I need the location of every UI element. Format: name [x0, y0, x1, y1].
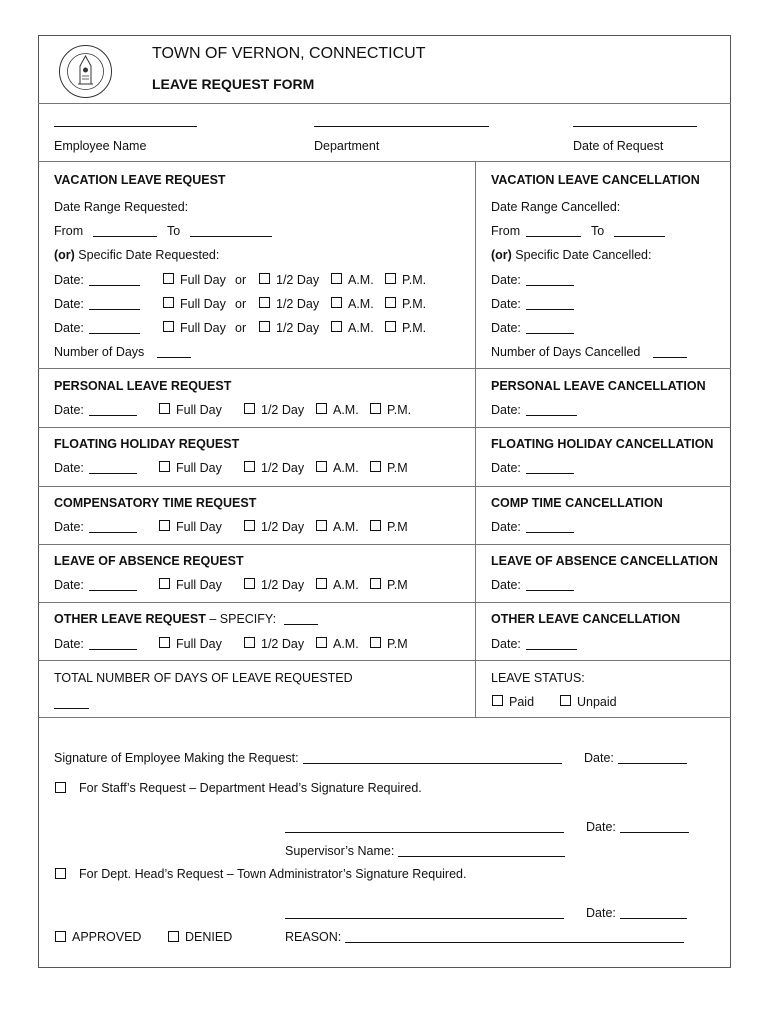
half-day-checkbox[interactable] — [259, 321, 270, 332]
date-line[interactable] — [89, 473, 137, 474]
half-day-checkbox[interactable] — [244, 637, 255, 648]
half-day-checkbox[interactable] — [244, 578, 255, 589]
full-day-label: Full Day — [176, 637, 222, 651]
date-line[interactable] — [526, 285, 574, 286]
vacation-request-title: VACATION LEAVE REQUEST — [54, 173, 226, 187]
supervisor-name-line[interactable] — [398, 856, 565, 857]
specify-line[interactable] — [284, 624, 318, 625]
full-day-checkbox[interactable] — [163, 321, 174, 332]
full-day-checkbox[interactable] — [163, 273, 174, 284]
date-line[interactable] — [526, 309, 574, 310]
department-line[interactable] — [314, 126, 489, 127]
to-label: To — [167, 224, 181, 238]
date-line[interactable] — [620, 918, 687, 919]
am-checkbox[interactable] — [331, 273, 342, 284]
am-label: A.M. — [348, 321, 374, 335]
am-checkbox[interactable] — [316, 637, 327, 648]
floating-request-title: FLOATING HOLIDAY REQUEST — [54, 437, 240, 451]
half-day-label: 1/2 Day — [276, 321, 320, 335]
date-label: Date: — [54, 321, 84, 335]
date-label: Date: — [54, 461, 84, 475]
specific-date-cancelled: (or) Specific Date Cancelled: — [491, 248, 652, 262]
unpaid-label: Unpaid — [577, 695, 617, 709]
half-day-label: 1/2 Day — [261, 403, 305, 417]
date-label: Date: — [586, 906, 616, 920]
date-label: Date: — [491, 273, 521, 287]
date-range-cancelled-label: Date Range Cancelled: — [491, 200, 621, 214]
dept-head-request-checkbox[interactable] — [55, 868, 66, 879]
column-divider — [475, 161, 476, 717]
date-line[interactable] — [526, 333, 574, 334]
half-day-checkbox[interactable] — [244, 461, 255, 472]
denied-label: DENIED — [185, 930, 233, 944]
staff-request-label: For Staff’s Request – Department Head’s Signature Required. — [79, 781, 422, 795]
date-line[interactable] — [89, 649, 137, 650]
full-day-label: Full Day — [180, 297, 226, 311]
or-label: or — [235, 321, 247, 335]
am-label: A.M. — [333, 637, 359, 651]
date-label: Date: — [584, 751, 614, 765]
number-of-days-label: Number of Days — [54, 345, 145, 359]
date-line[interactable] — [526, 590, 574, 591]
date-label: Date: — [491, 403, 521, 417]
denied-checkbox[interactable] — [168, 931, 179, 942]
date-label: Date: — [491, 321, 521, 335]
town-seal-icon — [58, 44, 113, 99]
from-line[interactable] — [93, 236, 157, 237]
full-day-label: Full Day — [180, 321, 226, 335]
date-label: Date: — [54, 403, 84, 417]
date-label: Date: — [54, 520, 84, 534]
pm-label: P.M — [387, 461, 408, 475]
supervisor-name-label: Supervisor’s Name: — [285, 844, 395, 858]
unpaid-checkbox[interactable] — [560, 695, 571, 706]
full-day-label: Full Day — [176, 520, 222, 534]
am-label: A.M. — [348, 297, 374, 311]
half-day-label: 1/2 Day — [261, 520, 305, 534]
date-line[interactable] — [89, 333, 140, 334]
other-request-title: OTHER LEAVE REQUEST – SPECIFY: — [54, 612, 277, 626]
date-line[interactable] — [526, 649, 577, 650]
am-label: A.M. — [333, 520, 359, 534]
from-line[interactable] — [526, 236, 581, 237]
number-of-days-line[interactable] — [157, 357, 191, 358]
absence-cancel-title: LEAVE OF ABSENCE CANCELLATION — [491, 554, 718, 568]
date-of-request-line[interactable] — [573, 126, 697, 127]
date-label: Date: — [491, 461, 521, 475]
date-line[interactable] — [526, 473, 574, 474]
date-line[interactable] — [89, 285, 140, 286]
or-label: or — [235, 297, 247, 311]
date-line[interactable] — [89, 415, 137, 416]
employee-name-line[interactable] — [54, 126, 197, 127]
date-of-request-label: Date of Request — [573, 139, 664, 153]
full-day-checkbox[interactable] — [163, 297, 174, 308]
half-day-label: 1/2 Day — [276, 273, 320, 287]
pm-label: P.M. — [402, 273, 427, 287]
date-label: Date: — [586, 820, 616, 834]
half-day-checkbox[interactable] — [259, 297, 270, 308]
date-label: Date: — [54, 578, 84, 592]
date-line[interactable] — [89, 532, 137, 533]
date-label: Date: — [54, 637, 84, 651]
full-day-checkbox[interactable] — [159, 578, 170, 589]
from-label: From — [491, 224, 521, 238]
dept-head-request-label: For Dept. Head’s Request – Town Administrator’s Signature Required. — [79, 867, 467, 881]
date-label: Date: — [491, 297, 521, 311]
date-line[interactable] — [89, 309, 140, 310]
specific-date-requested: (or) Specific Date Requested: — [54, 248, 220, 262]
pm-label: P.M — [387, 637, 408, 651]
half-day-checkbox[interactable] — [244, 403, 255, 414]
pm-checkbox[interactable] — [370, 578, 381, 589]
am-checkbox[interactable] — [331, 297, 342, 308]
date-line[interactable] — [89, 590, 137, 591]
am-label: A.M. — [333, 403, 359, 417]
am-checkbox[interactable] — [316, 461, 327, 472]
absence-request-title: LEAVE OF ABSENCE REQUEST — [54, 554, 244, 568]
divider — [38, 544, 731, 545]
full-day-checkbox[interactable] — [159, 637, 170, 648]
am-checkbox[interactable] — [316, 520, 327, 531]
date-label: Date: — [491, 520, 521, 534]
half-day-checkbox[interactable] — [244, 520, 255, 531]
half-day-checkbox[interactable] — [259, 273, 270, 284]
approved-label: APPROVED — [72, 930, 142, 944]
vacation-cancel-title: VACATION LEAVE CANCELLATION — [491, 173, 700, 187]
paid-checkbox[interactable] — [492, 695, 503, 706]
full-day-checkbox[interactable] — [159, 461, 170, 472]
full-day-label: Full Day — [176, 461, 222, 475]
divider — [38, 486, 731, 487]
half-day-label: 1/2 Day — [261, 578, 305, 592]
pm-checkbox[interactable] — [385, 321, 396, 332]
pm-checkbox[interactable] — [385, 297, 396, 308]
or-label: or — [235, 273, 247, 287]
date-line[interactable] — [526, 532, 574, 533]
divider — [38, 161, 731, 162]
administrator-signature-line[interactable] — [285, 918, 564, 919]
pm-checkbox[interactable] — [370, 637, 381, 648]
divider — [38, 103, 731, 104]
am-label: A.M. — [333, 461, 359, 475]
divider — [38, 427, 731, 428]
divider — [38, 602, 731, 603]
half-day-label: 1/2 Day — [261, 461, 305, 475]
pm-label: P.M — [387, 520, 408, 534]
org-title: TOWN OF VERNON, CONNECTICUT — [152, 45, 426, 62]
reason-label: REASON: — [285, 930, 342, 944]
personal-request-title: PERSONAL LEAVE REQUEST — [54, 379, 232, 393]
floating-cancel-title: FLOATING HOLIDAY CANCELLATION — [491, 437, 714, 451]
department-label: Department — [314, 139, 380, 153]
full-day-checkbox[interactable] — [159, 520, 170, 531]
date-line[interactable] — [618, 763, 687, 764]
divider — [38, 660, 731, 661]
date-line[interactable] — [620, 832, 689, 833]
am-checkbox[interactable] — [316, 578, 327, 589]
am-checkbox[interactable] — [316, 403, 327, 414]
half-day-label: 1/2 Day — [276, 297, 320, 311]
to-label: To — [591, 224, 605, 238]
total-days-line[interactable] — [54, 708, 89, 709]
comp-request-title: COMPENSATORY TIME REQUEST — [54, 496, 257, 510]
number-of-days-cancelled-label: Number of Days Cancelled — [491, 345, 641, 359]
divider — [38, 717, 731, 718]
pm-checkbox[interactable] — [370, 461, 381, 472]
full-day-label: Full Day — [176, 578, 222, 592]
leave-status-label: LEAVE STATUS: — [491, 671, 585, 685]
date-label: Date: — [491, 637, 521, 651]
number-of-days-cancelled-line[interactable] — [653, 357, 687, 358]
pm-label: P.M. — [387, 403, 412, 417]
pm-checkbox[interactable] — [385, 273, 396, 284]
full-day-checkbox[interactable] — [159, 403, 170, 414]
comp-cancel-title: COMP TIME CANCELLATION — [491, 496, 663, 510]
am-label: A.M. — [333, 578, 359, 592]
other-cancel-title: OTHER LEAVE CANCELLATION — [491, 612, 681, 626]
total-days-label: TOTAL NUMBER OF DAYS OF LEAVE REQUESTED — [54, 671, 353, 685]
pm-checkbox[interactable] — [370, 403, 381, 414]
paid-label: Paid — [509, 695, 535, 709]
full-day-label: Full Day — [180, 273, 226, 287]
date-range-requested-label: Date Range Requested: — [54, 200, 189, 214]
am-label: A.M. — [348, 273, 374, 287]
employee-name-label: Employee Name — [54, 139, 147, 153]
full-day-label: Full Day — [176, 403, 222, 417]
date-label: Date: — [54, 297, 84, 311]
date-label: Date: — [491, 578, 521, 592]
employee-signature-line[interactable] — [303, 763, 562, 764]
staff-request-checkbox[interactable] — [55, 782, 66, 793]
to-line[interactable] — [190, 236, 272, 237]
divider — [38, 368, 731, 369]
dept-head-signature-line[interactable] — [285, 832, 564, 833]
from-label: From — [54, 224, 84, 238]
pm-label: P.M. — [402, 297, 427, 311]
pm-label: P.M. — [402, 321, 427, 335]
form-title: LEAVE REQUEST FORM — [152, 76, 315, 92]
pm-label: P.M — [387, 578, 408, 592]
am-checkbox[interactable] — [331, 321, 342, 332]
date-line[interactable] — [526, 415, 577, 416]
pm-checkbox[interactable] — [370, 520, 381, 531]
date-label: Date: — [54, 273, 84, 287]
approved-checkbox[interactable] — [55, 931, 66, 942]
to-line[interactable] — [614, 236, 665, 237]
personal-cancel-title: PERSONAL LEAVE CANCELLATION — [491, 379, 706, 393]
reason-line[interactable] — [345, 942, 684, 943]
employee-signature-label: Signature of Employee Making the Request: — [54, 751, 299, 765]
half-day-label: 1/2 Day — [261, 637, 305, 651]
